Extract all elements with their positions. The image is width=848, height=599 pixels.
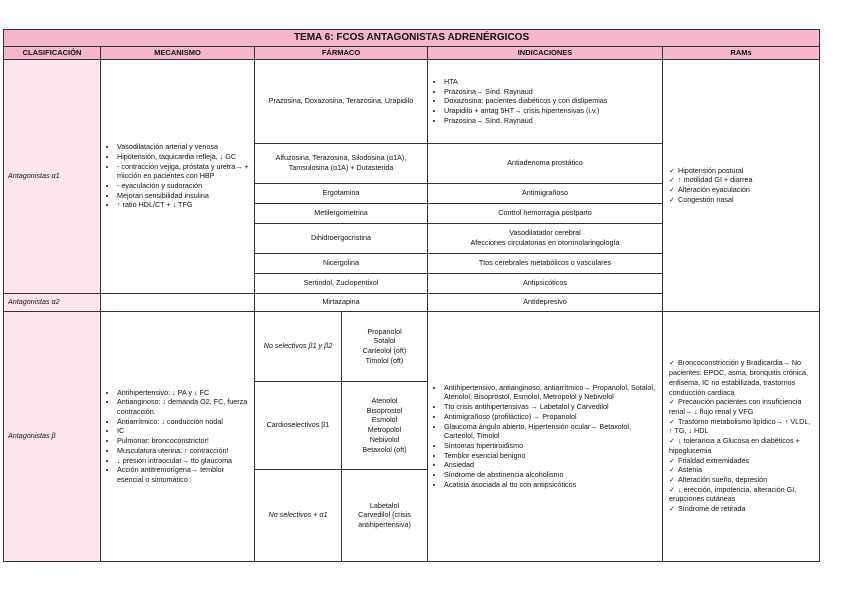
farmaco-cell: Prazosina, Doxazosina, Terazosina, Urapidilo bbox=[255, 59, 428, 143]
indicacion-cell: Control hemorragia postparto bbox=[428, 203, 663, 223]
list-item: • Mejoran sensibilidad insulina bbox=[117, 191, 250, 201]
farmaco-cell: Mirtazapina bbox=[255, 293, 428, 311]
list-item: • ↓ presión intraocular→ tto glaucoma bbox=[117, 456, 250, 466]
mecanismo-beta bbox=[101, 311, 255, 561]
list-item: • IC bbox=[117, 426, 250, 436]
list-item: • Acatisia asociada al tto con antipsicóticos bbox=[444, 480, 658, 490]
rams-beta bbox=[663, 311, 820, 561]
farmaco-cell: Nicergolina bbox=[255, 253, 428, 273]
farmaco-cell: Dihidroergocristina bbox=[255, 223, 428, 253]
list-item: • Antihipertensivo, antianginoso, antiarrítmico→ Propanolol, Sotalol, Atenolol, Bisoprostol, Esmolol, Metropolol y Nebivolol bbox=[444, 383, 658, 402]
indicacion-cell: Ttos cerebrales metabólicos o vasculares bbox=[428, 253, 663, 273]
list-item: • Síntomas hipertiroidismo bbox=[444, 441, 658, 451]
header-indicaciones: INDICACIONES bbox=[428, 46, 663, 59]
list-item: ✓ Trastorno metabolismo lipídico→ ↑ VLDL, ↑ TG, ↓ HDL bbox=[669, 417, 815, 436]
list-item: • Antianginoso: ↓ demanda O2, FC, fuerza contracción. bbox=[117, 397, 250, 416]
list-item: • Acción antitremorígena→ temblor esencial o sintomático bbox=[117, 465, 250, 484]
class-alpha1: Antagonistas α1 bbox=[4, 59, 101, 293]
beta-group-type: No selectivos β1 y β2 bbox=[255, 311, 342, 381]
indicaciones-beta bbox=[428, 311, 663, 561]
list-item: ✓ Broncoconstricción y Bradicardia→ No pacientes: EPOC, asma, bronquitis crónica, enfisema, IC no estabilizada, trastornos conducción cardiaca bbox=[669, 358, 815, 397]
summary-table bbox=[3, 29, 820, 562]
list-item: • Doxazosina: pacientes diabéticos y con dislipemias bbox=[444, 96, 658, 106]
list-item: • - eyaculación y sudoración bbox=[117, 181, 250, 191]
list-item: • Prazosina→ Sínd. Raynaud bbox=[444, 116, 658, 126]
list-item: • Temblor esencial benigno bbox=[444, 451, 658, 461]
beta-group-type: No selectivos + α1 bbox=[255, 469, 342, 561]
list-item: ✓ ↓ tolerancia a Glucosa en diabéticos + hipoglucemia bbox=[669, 436, 815, 455]
beta-group-type: Cardioselectivos β1 bbox=[255, 381, 342, 469]
list-item: • Ansiedad bbox=[444, 460, 658, 470]
beta-group-drugs: Propanolol Sotalol Carteolol (oft) Timolol (oft) bbox=[342, 311, 428, 381]
class-beta: Antagonistas β bbox=[4, 311, 101, 561]
table-title: TEMA 6: FCOS ANTAGONISTAS ADRENÉRGICOS bbox=[4, 30, 820, 47]
list-item: • Glaucoma ángulo abierto, Hipertensión ocular→ Betaxolol, Carteolol, Timolol bbox=[444, 422, 658, 441]
list-item: ✓ Síndrome de retirada bbox=[669, 504, 815, 514]
farmaco-cell: Ergotamina bbox=[255, 183, 428, 203]
list-item: • Antihipertensivo: ↓ PA y ↓ FC bbox=[117, 388, 250, 398]
header-mecanismo: MECANISMO bbox=[101, 46, 255, 59]
list-item: ✓ Astenia bbox=[669, 465, 815, 475]
list-item: • Prazosina→ Sínd. Raynaud bbox=[444, 87, 658, 97]
list-item: • - contracción vejiga, próstata y uretra→ + micción en pacientes con HBP bbox=[117, 162, 250, 181]
rams-alpha bbox=[663, 59, 820, 311]
header-farmaco: FÁRMACO bbox=[255, 46, 428, 59]
list-item: ✓ ↑ motilidad GI + diarrea bbox=[669, 175, 815, 185]
list-item: • Antiarrítmico: ↓ conducción nodal bbox=[117, 417, 250, 427]
list-item: ✓ Frialdad extremidades bbox=[669, 456, 815, 466]
list-item: ✓ Alteración eyaculación bbox=[669, 185, 815, 195]
list-item: • Hipotensión, taquicardia refleja, ↓ GC bbox=[117, 152, 250, 162]
list-item: • Vasodilatación arterial y venosa bbox=[117, 142, 250, 152]
list-item: ✓ Hipotensión postural bbox=[669, 166, 815, 176]
indicacion-cell: Antipsicóticos bbox=[428, 273, 663, 293]
indicaciones-cell bbox=[428, 59, 663, 143]
farmaco-cell: Alfuzosina, Terazosina, Silodosina (α1A), Tamsulosina (α1A) + Dutasterida bbox=[255, 143, 428, 183]
indicacion-cell: Antidepresivo bbox=[428, 293, 663, 311]
farmaco-cell: Metilergometrina bbox=[255, 203, 428, 223]
list-item: ✓ ↓ erección, impotencia, alteración GI, erupciones cutáneas bbox=[669, 485, 815, 504]
summary-table-container bbox=[3, 29, 819, 562]
mecanismo-alpha1 bbox=[101, 59, 255, 293]
header-rams: RAMs bbox=[663, 46, 820, 59]
header-clasificacion: CLASIFICACIÓN bbox=[4, 46, 101, 59]
list-item: • Tto crisis antihipertensivas → Labetalol y Carvedilol bbox=[444, 402, 658, 412]
beta-group-drugs: Atenolol Bisoprostol Esmolol Metropolol Nebivolol Betaxolol (oft) bbox=[342, 381, 428, 469]
list-item: • ↑ ratio HDL/CT + ↓ TFG bbox=[117, 200, 250, 210]
list-item: • HTA bbox=[444, 77, 658, 87]
class-alpha2: Antagonistas α2 bbox=[4, 293, 101, 311]
indicacion-cell: Antiadenoma prostático bbox=[428, 143, 663, 183]
mecanismo-alpha2 bbox=[101, 293, 255, 311]
indicacion-cell: Antimigrañoso bbox=[428, 183, 663, 203]
list-item: ✓ Congestión nasal bbox=[669, 195, 815, 205]
list-item: • Musculatura uterina: ↑ contracción! bbox=[117, 446, 250, 456]
list-item: • Urapidilo + antag 5HT→ crisis hipertensivas (i.v.) bbox=[444, 106, 658, 116]
indicacion-cell: Vasodilatador cerebral Afecciones circulatorias en otorrinolaringología bbox=[428, 223, 663, 253]
list-item: ✓ Alteración sueño, depresión bbox=[669, 475, 815, 485]
list-item: • Pulmonar: broncoconstrictor! bbox=[117, 436, 250, 446]
beta-group-drugs: Labetalol Carvedilol (crisis antihipertensiva) bbox=[342, 469, 428, 561]
farmaco-cell: Sertindol, Zuclopentixol bbox=[255, 273, 428, 293]
list-item: ✓ Precaución pacientes con insuficiencia renal→ ↓ flujo renal y VFG bbox=[669, 397, 815, 416]
list-item: • Síndrome de abstinencia alcoholismo bbox=[444, 470, 658, 480]
list-item: • Antimigrañoso (profiláctico) → Propanolol bbox=[444, 412, 658, 422]
